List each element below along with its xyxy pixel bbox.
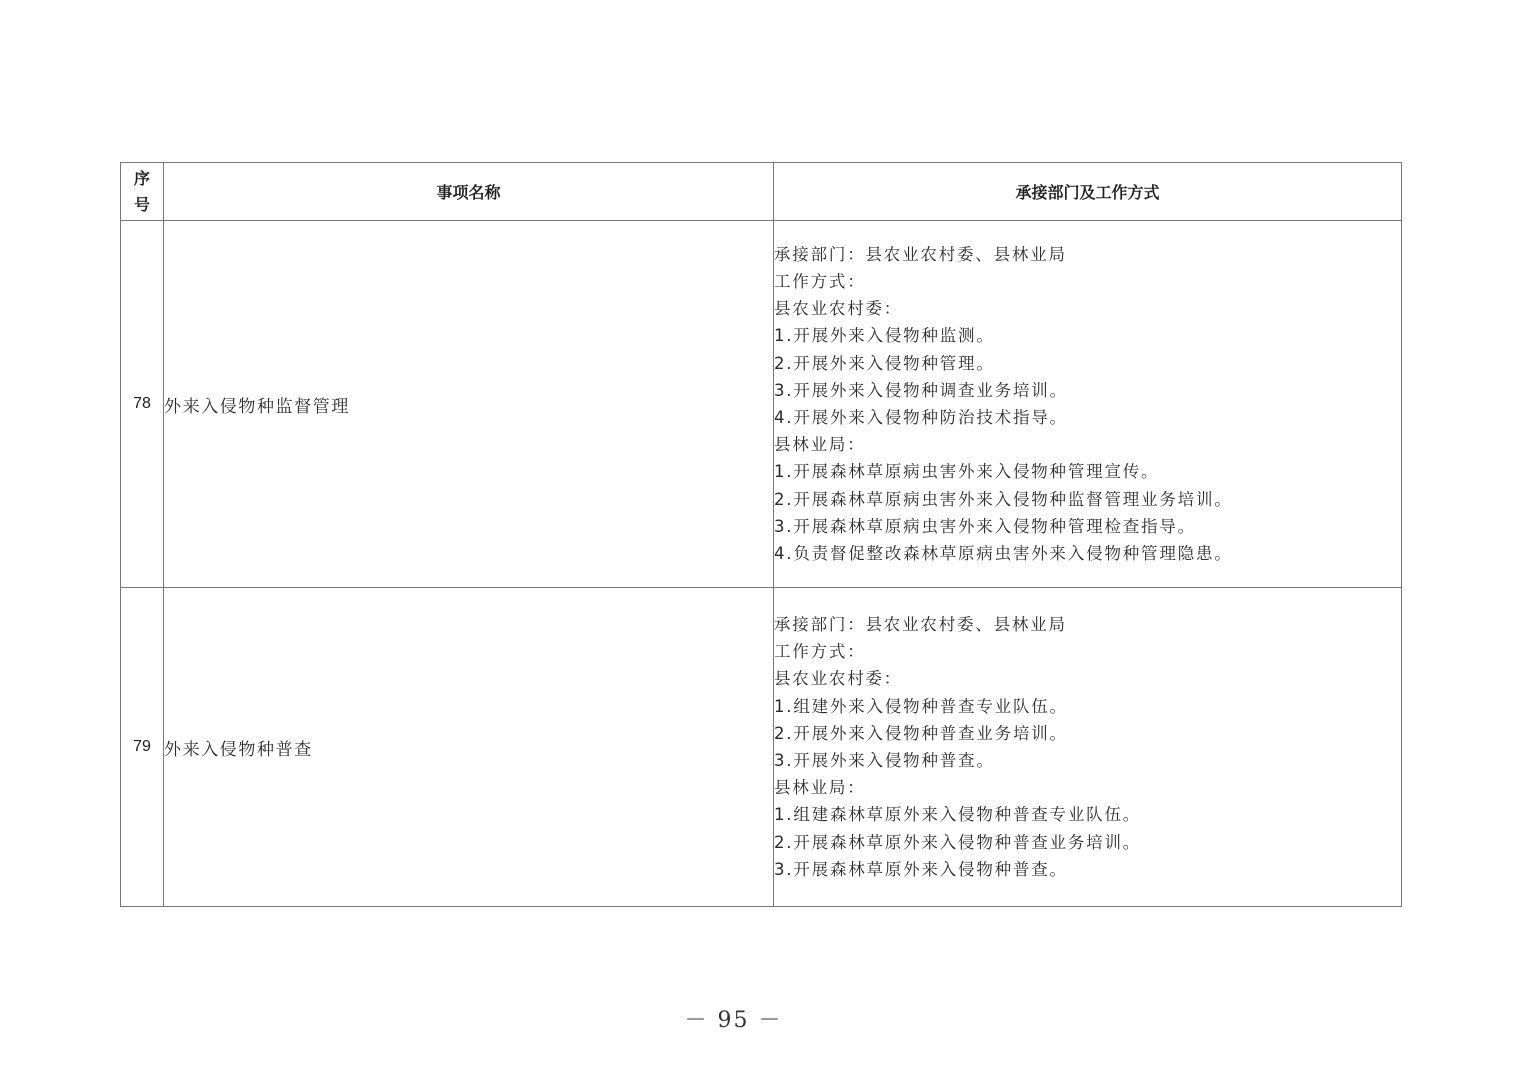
list-item: 1.开展森林草原病虫害外来入侵物种管理宣传。 (774, 462, 1160, 482)
table-header-row (121, 163, 1402, 221)
list-item: 2.开展外来入侵物种管理。 (774, 353, 995, 373)
list-item: 承接部门：县农业农村委、县林业局 (774, 244, 1067, 264)
row-item-name: 外来入侵物种普查 (164, 588, 774, 907)
header-item-name: 事项名称 (164, 163, 774, 221)
row-serial-number: 78 (121, 221, 164, 588)
list-item: 4.负责督促整改森林草原病虫害外来入侵物种管理隐患。 (774, 544, 1233, 564)
page-number: － 95 － (684, 1008, 783, 1033)
table-row (121, 221, 1402, 588)
list-item: 1.组建森林草原外来入侵物种普查专业队伍。 (774, 805, 1142, 825)
list-item: 1.组建外来入侵物种普查专业队伍。 (774, 696, 1068, 716)
header-department-method: 承接部门及工作方式 (774, 163, 1402, 221)
list-item: 3.开展外来入侵物种调查业务培训。 (774, 380, 1068, 400)
list-item: 3.开展外来入侵物种普查。 (774, 751, 995, 770)
list-item: 1.开展外来入侵物种监测。 (774, 326, 995, 346)
header-serial-line1: 序 (133, 168, 150, 188)
items-table (120, 162, 1402, 907)
row-department-method (774, 588, 1402, 907)
work-method-list (774, 241, 1401, 567)
row-item-name: 外来入侵物种监督管理 (164, 221, 774, 588)
table-row (121, 588, 1402, 907)
list-item: 县林业局： (774, 778, 866, 798)
list-item: 县农业农村委： (774, 299, 903, 319)
list-item: 承接部门：县农业农村委、县林业局 (774, 614, 1067, 634)
list-item: 2.开展森林草原外来入侵物种普查业务培训。 (774, 832, 1142, 852)
list-item: 4.开展外来入侵物种防治技术指导。 (774, 408, 1068, 427)
list-item: 3.开展森林草原外来入侵物种普查。 (774, 859, 1068, 879)
list-item: 2.开展外来入侵物种普查业务培训。 (774, 723, 1068, 743)
header-serial-line2: 号 (133, 194, 150, 214)
list-item: 县林业局： (774, 435, 866, 455)
list-item: 县农业农村委： (774, 669, 903, 689)
work-method-list (774, 611, 1401, 883)
list-item: 工作方式： (774, 271, 866, 291)
list-item: 3.开展森林草原病虫害外来入侵物种管理检查指导。 (774, 516, 1196, 536)
row-serial-number: 79 (121, 588, 164, 907)
list-item: 2.开展森林草原病虫害外来入侵物种监督管理业务培训。 (774, 489, 1233, 509)
header-serial-number (121, 163, 164, 221)
list-item: 工作方式： (774, 642, 866, 662)
row-department-method (774, 221, 1402, 588)
